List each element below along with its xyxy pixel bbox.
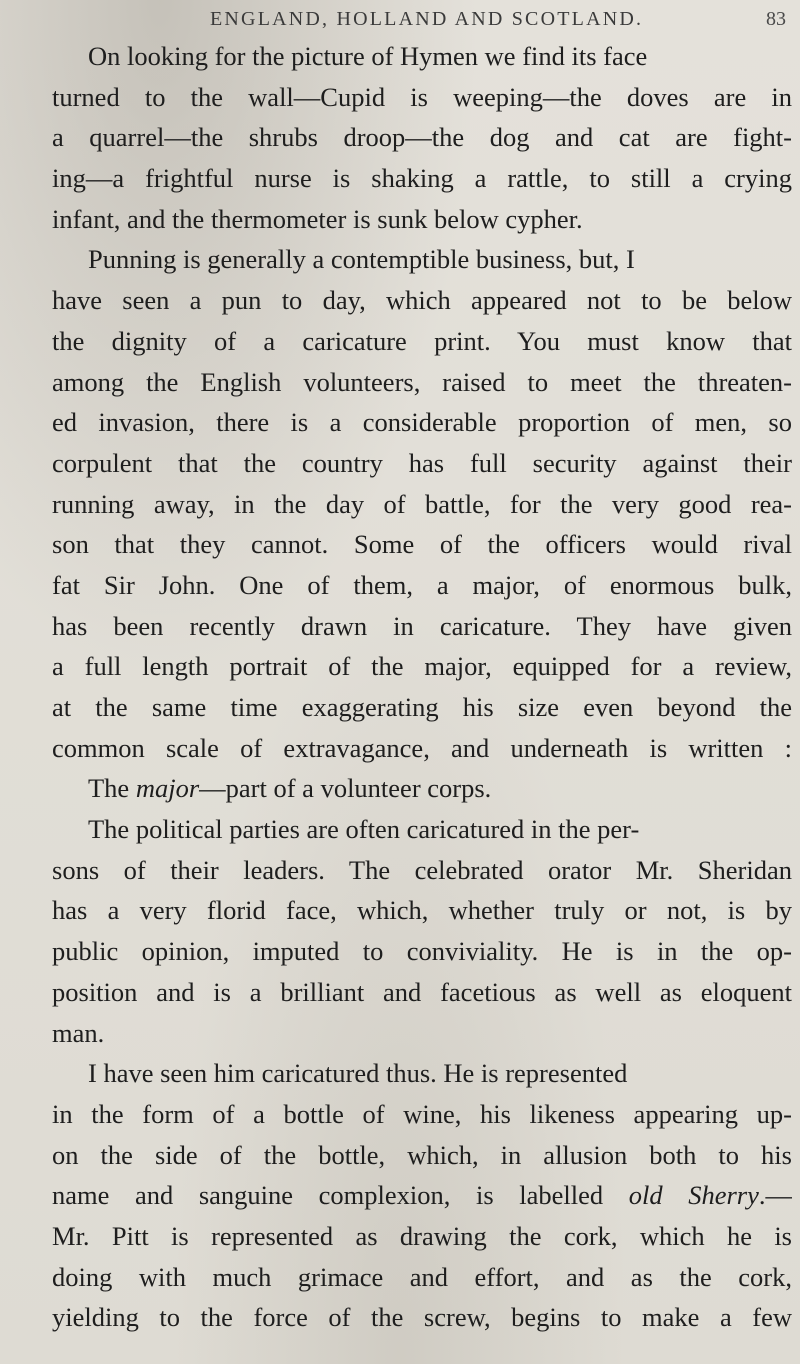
- paragraph-group-c: [52, 1216, 792, 1338]
- running-head: [0, 6, 800, 34]
- text-line: Mr. Pitt is represented as drawing the cork, which he is: [52, 1220, 792, 1251]
- body-text: [52, 36, 792, 1338]
- text-line: in the form of a bottle of wine, his likeness appearing up-: [52, 1098, 792, 1129]
- text-line: among the English volunteers, raised to meet the threaten-: [52, 366, 792, 397]
- italic-major: major: [135, 773, 200, 804]
- paragraph-group-a: [52, 36, 792, 768]
- running-head-title: ENGLAND, HOLLAND AND SCOTLAND.: [210, 8, 644, 30]
- text-line-major: The major—part of a volunteer corps.: [88, 773, 492, 804]
- text-line: Punning is generally a contemptible business, but, I: [88, 244, 635, 275]
- text-line: running away, in the day of battle, for the very good rea-: [52, 488, 792, 519]
- text-line: corpulent that the country has full security against their: [52, 447, 792, 478]
- text-line: doing with much grimace and effort, and as the cork,: [52, 1261, 792, 1292]
- text-line: turned to the wall—Cupid is weeping—the doves are in: [52, 81, 792, 112]
- paragraph-group-b: [52, 809, 792, 1175]
- text-line: infant, and the thermometer is sunk below cypher.: [52, 203, 583, 234]
- text-line: has been recently drawn in caricature. They have given: [52, 610, 792, 641]
- text-line: yielding to the force of the screw, begins to make a few: [52, 1302, 792, 1333]
- text-line: public opinion, imputed to conviviality. He is in the op-: [52, 936, 792, 967]
- text-line: The political parties are often caricatured in the per-: [88, 814, 640, 845]
- text-line: the dignity of a caricature print. You must know that: [52, 325, 792, 356]
- text-line: on the side of the bottle, which, in allusion both to his: [52, 1139, 792, 1170]
- text-line: ed invasion, there is a considerable proportion of men, so: [52, 407, 792, 438]
- text-line: ing—a frightful nurse is shaking a rattle, to still a crying: [52, 163, 792, 194]
- text-line: at the same time exaggerating his size even beyond the: [52, 692, 792, 722]
- text-line: position and is a brilliant and facetious as well as eloquent: [52, 976, 792, 1007]
- page-number: 83: [766, 8, 786, 30]
- text-line: sons of their leaders. The celebrated orator Mr. Sheridan: [52, 854, 792, 885]
- text-line: son that they cannot. Some of the officers would rival: [52, 529, 792, 560]
- text-line: a quarrel—the shrubs droop—the dog and cat are fight-: [52, 122, 792, 153]
- text-line: has a very florid face, which, whether truly or not, is by: [52, 895, 792, 926]
- italic-old-sherry: old Sherry: [628, 1180, 759, 1211]
- text-line: common scale of extravagance, and underneath is written :: [52, 732, 792, 763]
- text-line: have seen a pun to day, which appeared not to be below: [52, 285, 792, 316]
- text-line: fat Sir John. One of them, a major, of enormous bulk,: [52, 569, 792, 600]
- text-line: man.: [52, 1017, 105, 1048]
- text-line: a full length portrait of the major, equipped for a review,: [52, 651, 792, 682]
- text-line-old-sherry: name and sanguine complexion, is labelled old Sherry.—: [52, 1180, 792, 1211]
- text-line: On looking for the picture of Hymen we find its face: [88, 41, 648, 71]
- text-line: I have seen him caricatured thus. He is represented: [88, 1058, 628, 1089]
